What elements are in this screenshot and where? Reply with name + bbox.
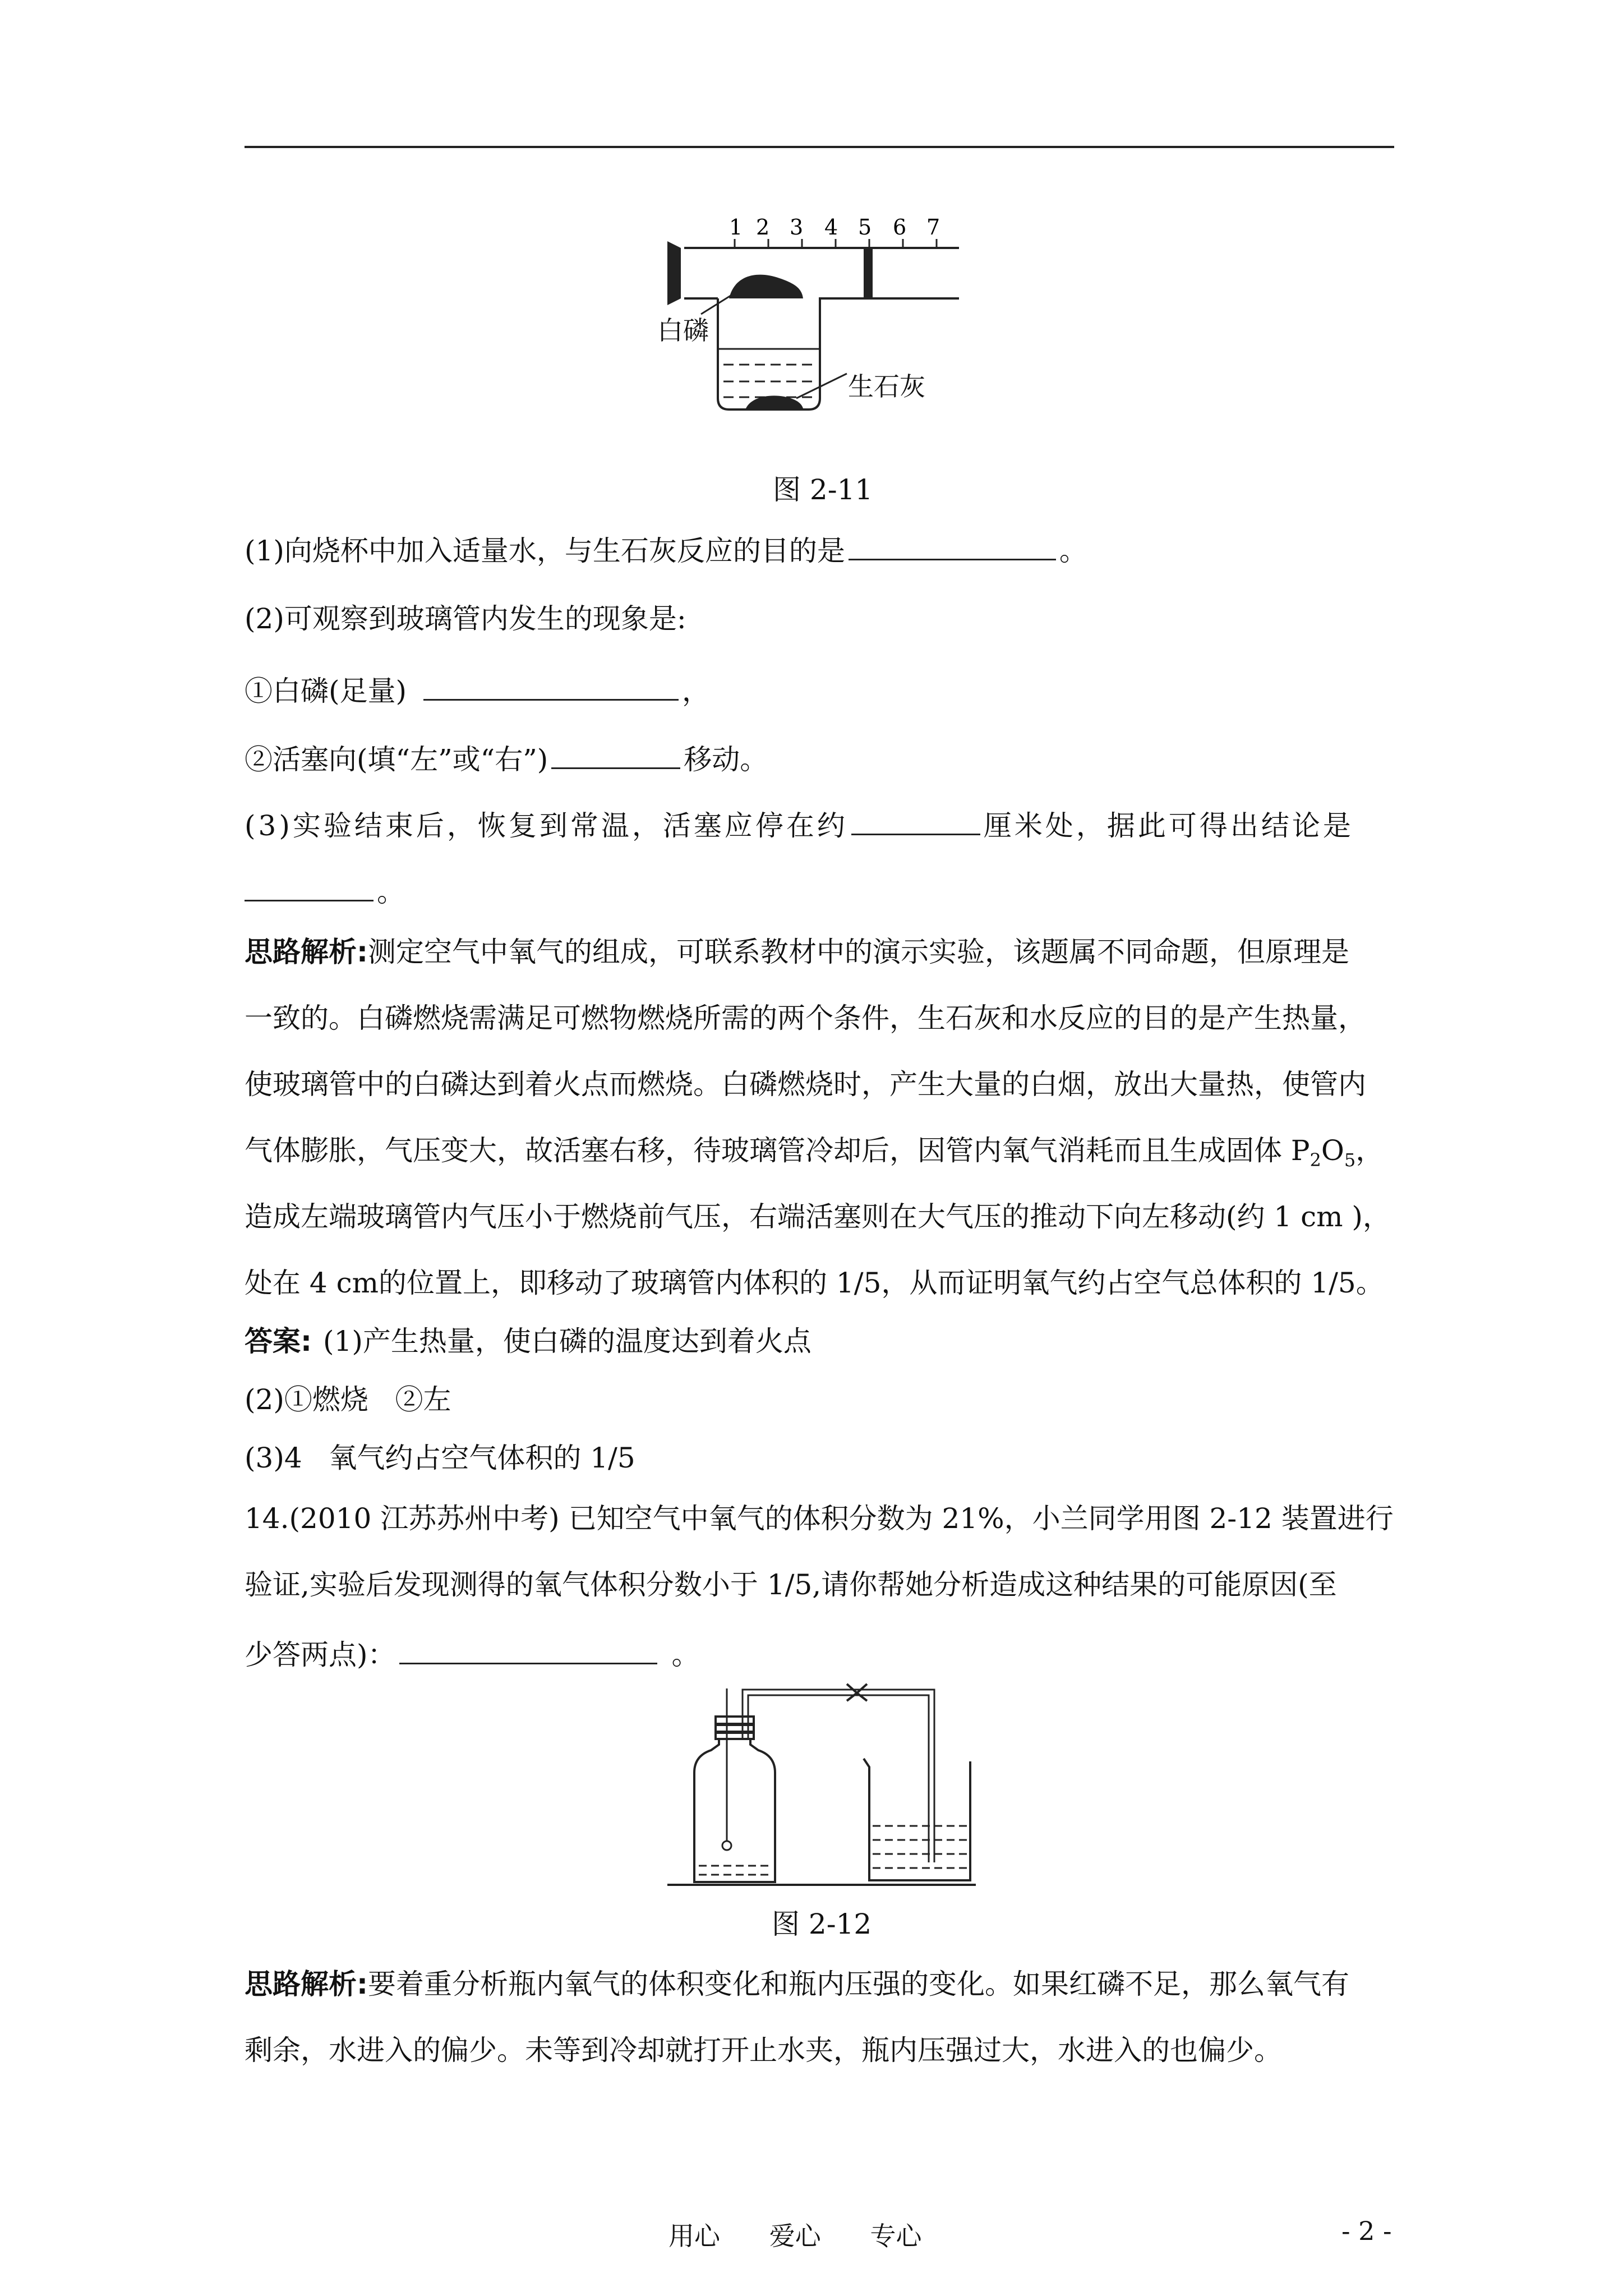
analysis-label: 思路解析:	[245, 936, 368, 968]
answer-blank[interactable]	[851, 808, 980, 835]
q14-text: 少答两点)：	[245, 1639, 396, 1671]
analysis-text: 要着重分析瓶内氧气的体积变化和瓶内压强的变化。如果红磷不足，那么氧气有	[368, 1968, 1349, 2000]
figure-caption: 图 2-12	[772, 1908, 872, 1940]
q13-part3-text2: 厘米处，据此可得出结论是	[983, 809, 1354, 842]
answer-line3: (3)4 氧气约占空气体积的 1/5	[245, 1442, 635, 1474]
scale-label: 3	[790, 215, 804, 240]
answer-line2: (2)①燃烧 ②左	[245, 1383, 451, 1416]
q13-part3	[245, 808, 1354, 840]
label-white-phosphorus: 白磷	[657, 315, 709, 346]
analysis-text: 测定空气中氧气的组成，可联系教材中的演示实验，该题属不同命题，但原理是	[368, 936, 1349, 968]
scale-label: 2	[756, 215, 770, 240]
figure-caption: 图 2-11	[773, 473, 873, 506]
scale-label: 6	[893, 215, 907, 240]
answer-blank[interactable]	[423, 673, 679, 701]
answer-line1	[245, 1325, 811, 1358]
q13-part2: (2)可观察到玻璃管内发生的现象是:	[245, 602, 686, 635]
q13-part3-cont	[245, 874, 405, 906]
analysis1-line3: 使玻璃管中的白磷达到着火点而燃烧。白磷燃烧时，产生大量的白烟，放出大量热，使管内	[245, 1068, 1366, 1101]
analysis1-line1	[245, 938, 1349, 966]
analysis2-line2: 剩余，水进入的偏少。未等到冷却就打开止水夹，瓶内压强过大，水进入的也偏少。	[245, 2034, 1282, 2067]
q13-part2-2-text: ②活塞向(填“左”或“右”)	[245, 743, 548, 776]
scale-label: 4	[824, 215, 838, 240]
q14-line3	[245, 1637, 700, 1669]
q14-end: 。	[671, 1639, 700, 1671]
answer-blank[interactable]	[849, 533, 1056, 560]
header-rule	[245, 146, 1394, 148]
q13-part1-end: 。	[1059, 535, 1087, 567]
q13-part2-1	[245, 673, 710, 705]
q13-part2-2-end: 移动。	[684, 743, 768, 776]
q13-part3-text: (3)实验结束后，恢复到常温，活塞应停在约	[245, 809, 848, 842]
q13-part2-1-text: ①白磷(足量)	[245, 675, 407, 707]
answer-blank[interactable]	[551, 742, 680, 769]
scale-label: 5	[858, 215, 872, 240]
subscript: 5	[1344, 1149, 1356, 1171]
answer-text: (1)产生热量，使白磷的温度达到着火点	[323, 1325, 811, 1358]
q13-part2-1-end: ，	[682, 675, 711, 707]
footer-motto: 用心 爱心 专心	[668, 2221, 922, 2251]
figure-2-11	[662, 208, 976, 443]
analysis1-line4	[245, 1134, 1384, 1171]
analysis1-line2: 一致的。白磷燃烧需满足可燃物燃烧所需的两个条件，生石灰和水反应的目的是产生热量，	[245, 1002, 1366, 1034]
analysis-text: 气体膨胀，气压变大，故活塞右移，待玻璃管冷却后，因管内氧气消耗而且生成固体 P	[245, 1134, 1310, 1167]
answer-blank[interactable]	[399, 1637, 657, 1664]
analysis-text: ，	[1355, 1134, 1384, 1167]
q13-part2-2	[245, 742, 768, 774]
analysis-text: O	[1321, 1134, 1344, 1167]
q13-part1	[245, 533, 1087, 565]
answer-blank[interactable]	[245, 874, 374, 901]
figure-2-12	[667, 1677, 981, 1896]
q14-line2: 验证,实验后发现测得的氧气体积分数小于 1/5,请你帮她分析造成这种结果的可能原因(至	[245, 1568, 1337, 1601]
answer-label: 答案:	[245, 1325, 312, 1358]
analysis1-line5: 造成左端玻璃管内气压小于燃烧前气压，右端活塞则在大气压的推动下向左移动(约 1 cm )，	[245, 1200, 1391, 1233]
label-quicklime: 生石灰	[848, 371, 925, 402]
analysis1-line6: 处在 4 cm的位置上，即移动了玻璃管内体积的 1/5，从而证明氧气约占空气总体积的 1/5。	[245, 1267, 1384, 1299]
q14-line1: 14.(2010 江苏苏州中考) 已知空气中氧气的体积分数为 21%，小兰同学用图 2-12 装置进行	[245, 1502, 1394, 1535]
scale-label: 7	[926, 215, 940, 240]
analysis-label: 思路解析:	[245, 1968, 368, 2000]
q13-part1-text: (1)向烧杯中加入适量水，与生石灰反应的目的是	[245, 535, 845, 567]
subscript: 2	[1310, 1149, 1321, 1171]
q13-part3-end: 。	[377, 876, 405, 908]
page-number: - 2 -	[1341, 2216, 1392, 2246]
scale-label: 1	[729, 215, 743, 240]
analysis2-line1	[245, 1970, 1349, 1998]
